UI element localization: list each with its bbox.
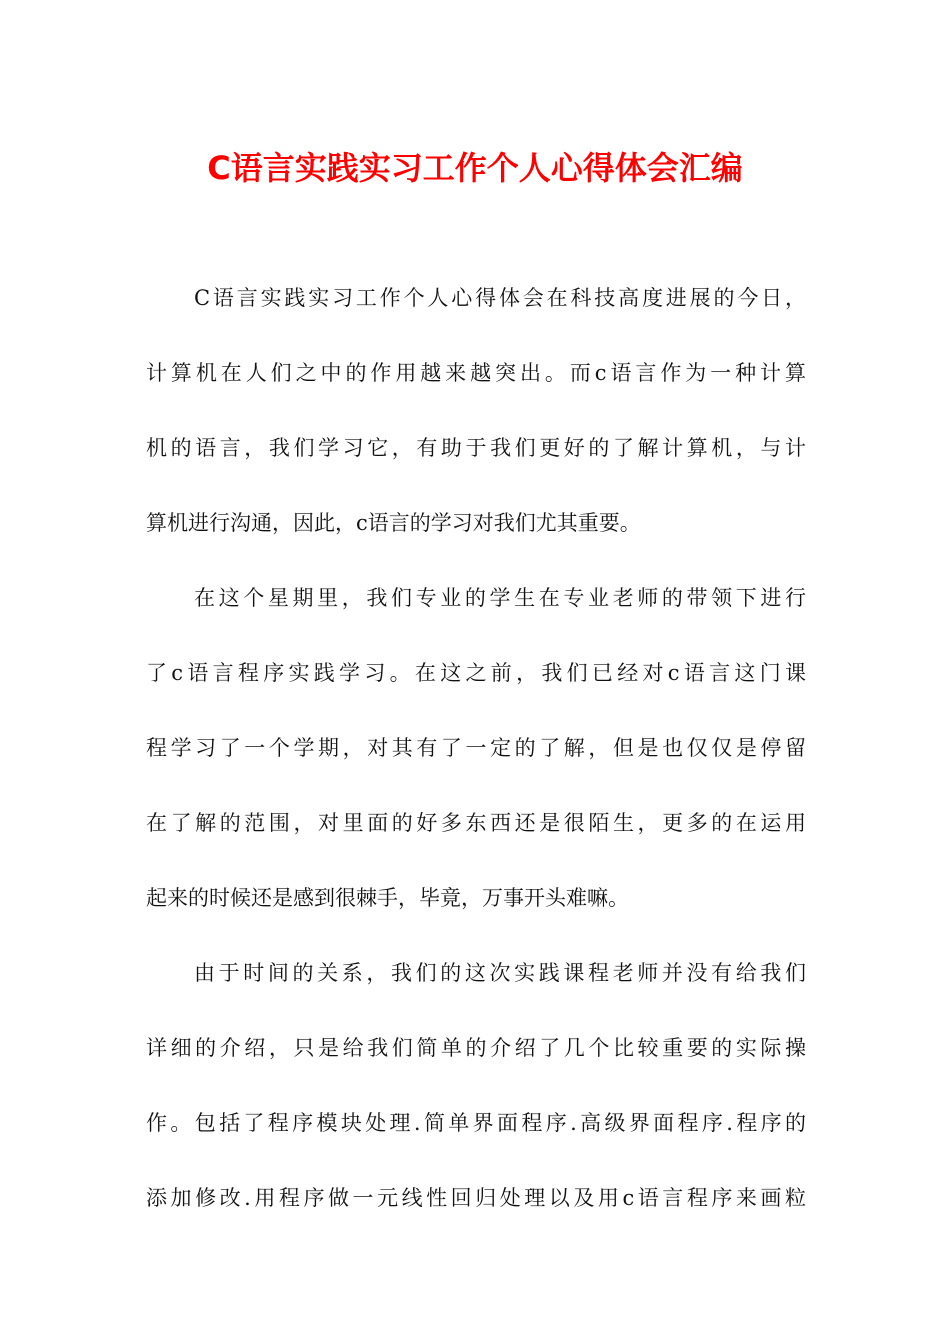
paragraph-line: 由于时间的关系，我们的这次实践课程老师并没有给我们 bbox=[194, 961, 806, 985]
paragraph-line: 程学习了一个学期，对其有了一定的了解，但是也仅仅是停留 bbox=[146, 736, 806, 760]
paragraph-1 bbox=[146, 276, 806, 576]
document-body bbox=[146, 276, 806, 1251]
paragraph-line: C语言实践实习工作个人心得体会在科技高度进展的今日， bbox=[194, 286, 806, 310]
paragraph-line: 了c语言程序实践学习。在这之前，我们已经对c语言这门课 bbox=[146, 661, 806, 685]
paragraph-line: 添加修改.用程序做一元线性回归处理以及用c语言程序来画粒 bbox=[146, 1186, 806, 1210]
paragraph-line: 算机进行沟通，因此，c语言的学习对我们尤其重要。 bbox=[146, 511, 641, 535]
paragraph-line: 在这个星期里，我们专业的学生在专业老师的带领下进行 bbox=[194, 586, 806, 610]
paragraph-line: 在了解的范围，对里面的好多东西还是很陌生，更多的在运用 bbox=[146, 811, 806, 835]
document-title: C语言实践实习工作个人心得体会汇编 bbox=[207, 149, 743, 187]
paragraph-line: 机的语言，我们学习它，有助于我们更好的了解计算机，与计 bbox=[146, 436, 806, 460]
paragraph-3 bbox=[146, 951, 806, 1251]
paragraph-line: 计算机在人们之中的作用越来越突出。而c语言作为一种计算 bbox=[146, 361, 806, 385]
paragraph-2 bbox=[146, 576, 806, 951]
paragraph-line: 详细的介绍，只是给我们简单的介绍了几个比较重要的实际操 bbox=[146, 1036, 806, 1060]
paragraph-line: 作。包括了程序模块处理.简单界面程序.高级界面程序.程序的 bbox=[146, 1111, 806, 1135]
paragraph-line: 起来的时候还是感到很棘手，毕竟，万事开头难嘛。 bbox=[146, 886, 629, 910]
